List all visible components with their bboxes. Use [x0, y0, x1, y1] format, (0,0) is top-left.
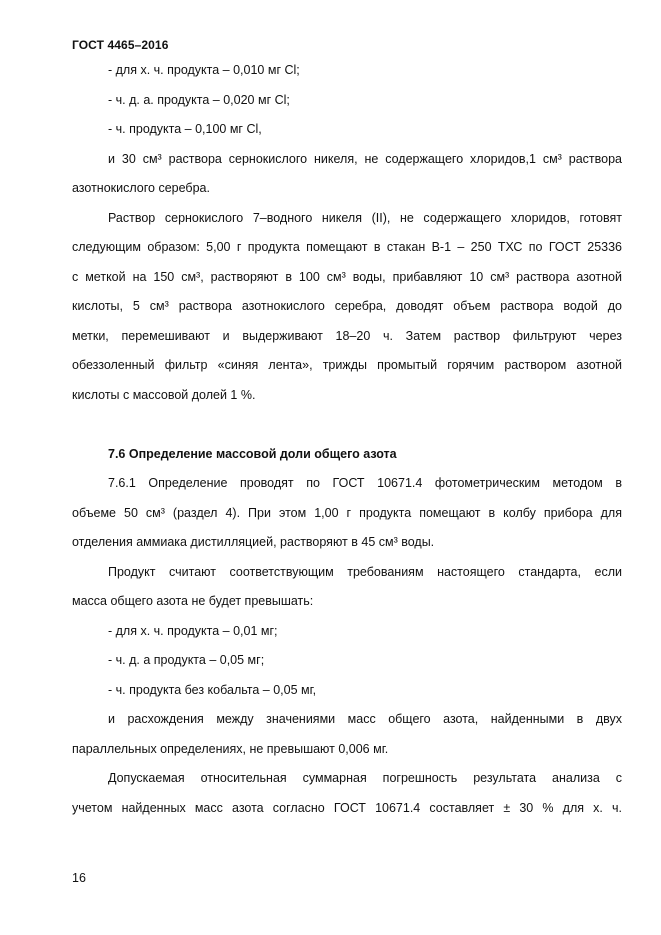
list-item: - ч. д. а. продукта – 0,020 мг Cl; — [108, 92, 290, 107]
paragraph-line: Раствор сернокислого 7–водного никеля (II), не содержащего хлоридов, готовят — [108, 210, 622, 225]
paragraph-line: и 30 см³ раствора сернокислого никеля, не содержащего хлоридов,1 см³ раствора — [108, 151, 622, 166]
list-item: - ч. продукта – 0,100 мг Cl, — [108, 122, 262, 136]
page-number: 16 — [72, 871, 86, 885]
document-code-header: ГОСТ 4465–2016 — [72, 38, 169, 52]
list-item: - для х. ч. продукта – 0,010 мг Cl; — [108, 63, 300, 77]
paragraph-line: следующим образом: 5,00 г продукта помещают в стакан В-1 – 250 ТХС по ГОСТ 25336 — [72, 240, 622, 254]
paragraph-line: азотнокислого серебра. — [72, 181, 210, 195]
list-item: - ч. д. а продукта – 0,05 мг; — [108, 653, 265, 667]
section-gap — [72, 410, 622, 440]
document-body — [72, 56, 622, 823]
paragraph-line: обеззоленный фильтр «синяя лента», трижды промытый горячим раствором азотной — [72, 358, 622, 372]
list-item: - ч. продукта без кобальта – 0,05 мг, — [108, 682, 317, 697]
paragraph-line: масса общего азота не будет превышать: — [72, 594, 314, 608]
paragraph-line: кислоты с массовой долей 1 %. — [72, 387, 256, 402]
paragraph-line: кислоты, 5 см³ раствора азотнокислого серебра, доводят объем раствора водой до — [72, 299, 622, 313]
paragraph-line: отделения аммиака дистилляцией, растворяют в 45 см³ воды. — [72, 535, 435, 549]
paragraph-line: метки, перемешивают и выдерживают 18–20 ч. Затем раствор фильтруют через — [72, 328, 622, 343]
paragraph-line: параллельных определениях, не превышают 0,006 мг. — [72, 741, 389, 756]
paragraph-line: и расхождения между значениями масс общего азота, найденными в двух — [108, 712, 622, 726]
list-item: - для х. ч. продукта – 0,01 мг; — [108, 623, 278, 638]
paragraph-line: учетом найденных масс азота согласно ГОСТ 10671.4 составляет ± 30 % для х. ч. — [72, 800, 622, 815]
paragraph-line: объеме 50 см³ (раздел 4). При этом 1,00 г продукта помещают в колбу прибора для — [72, 505, 622, 520]
paragraph-line: Допускаемая относительная суммарная погрешность результата анализа с — [108, 771, 622, 785]
paragraph-line: 7.6.1 Определение проводят по ГОСТ 10671.4 фотометрическим методом в — [108, 476, 622, 490]
section-heading: 7.6 Определение массовой доли общего азота — [108, 446, 397, 461]
paragraph-line: Продукт считают соответствующим требованиям настоящего стандарта, если — [108, 564, 622, 579]
paragraph-line: с меткой на 150 см³, растворяют в 100 см³ воды, прибавляют 10 см³ раствора азотной — [72, 269, 622, 284]
